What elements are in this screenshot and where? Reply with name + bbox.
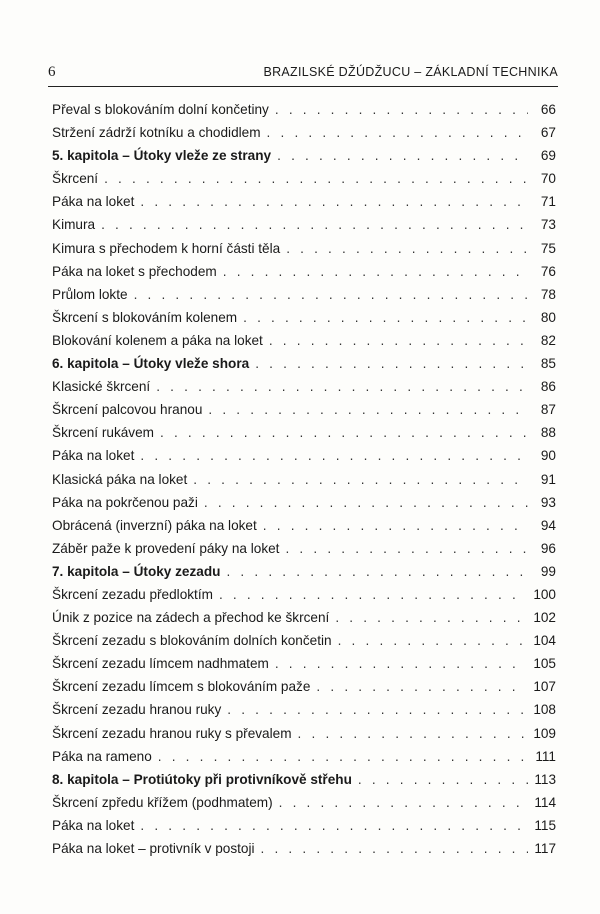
dot-leader <box>298 722 528 745</box>
toc-chapter-heading <box>52 144 556 167</box>
toc-entry-title: Škrcení palcovou hranou <box>52 402 203 418</box>
toc-entry <box>52 375 556 398</box>
dot-leader <box>279 791 528 814</box>
toc-entry-page: 111 <box>535 748 556 764</box>
toc-entry-title: Klasická páka na loket <box>52 471 188 487</box>
toc-entry-title: Klasické škrcení <box>52 379 151 395</box>
toc-entry-page: 73 <box>540 217 556 233</box>
toc-entry-title: Škrcení rukávem <box>52 425 154 441</box>
dot-leader <box>275 652 527 675</box>
toc-entry-title: Škrcení zezadu hranou ruky <box>52 702 222 718</box>
toc-entry-title: Převal s blokováním dolní končetiny <box>52 102 269 117</box>
toc-entry-title: Průlom lokte <box>52 286 128 302</box>
toc-entry <box>52 121 556 144</box>
toc-entry-title: Páka na rameno <box>52 748 152 764</box>
toc-entry <box>52 398 556 421</box>
dot-leader <box>156 375 528 398</box>
toc-entry-title: Páka na loket <box>52 448 135 464</box>
toc-entry-title: 8. kapitola – Protiútoky při protivníkově střehu <box>52 771 352 787</box>
toc-entry-page: 105 <box>533 656 556 672</box>
toc-entry <box>52 652 556 675</box>
toc-entry <box>52 306 556 329</box>
toc-entry-page: 86 <box>540 379 556 395</box>
toc-entry-title: Páka na loket <box>52 817 135 833</box>
toc-entry-page: 67 <box>540 125 556 141</box>
toc-chapter-heading <box>52 352 556 375</box>
toc-entry <box>52 213 556 236</box>
page-header <box>48 64 558 86</box>
header-rule <box>48 86 558 87</box>
toc-entry-title: Blokování kolenem a páka na loket <box>52 332 263 348</box>
toc-entry-page: 87 <box>540 402 556 418</box>
toc-entry-page: 69 <box>540 148 556 164</box>
toc-entry-title: Páka na pokrčenou paži <box>52 494 198 510</box>
toc-entry-title: Škrcení <box>52 171 99 187</box>
dot-leader <box>267 121 528 144</box>
toc-entry <box>52 237 556 260</box>
toc-entry-title: Záběr paže k provedení páky na loket <box>52 540 280 556</box>
toc-entry-title: Škrcení s blokováním kolenem <box>52 309 238 325</box>
toc-entry-page: 88 <box>540 425 556 441</box>
toc-entry-page: 66 <box>540 102 556 117</box>
toc-entry-page: 71 <box>540 194 556 210</box>
dot-leader <box>277 144 528 167</box>
toc-entry-page: 109 <box>533 725 556 741</box>
toc-entry <box>52 167 556 190</box>
toc-entry-page: 94 <box>540 517 556 533</box>
toc-entry <box>52 722 556 745</box>
dot-leader <box>160 421 528 444</box>
toc-entry <box>52 606 556 629</box>
toc-entry-page: 102 <box>533 610 556 626</box>
toc-entry-page: 99 <box>540 563 556 579</box>
dot-leader <box>140 444 528 467</box>
toc-entry-page: 85 <box>540 356 556 372</box>
toc-entry-title: Stržení zádrží kotníku a chodidlem <box>52 125 261 141</box>
dot-leader <box>335 606 527 629</box>
toc-entry <box>52 583 556 606</box>
toc-entry-title: Škrcení zezadu předloktím <box>52 586 213 602</box>
toc-entry-page: 113 <box>534 771 556 787</box>
toc-entry-title: Škrcení zezadu hranou ruky s převalem <box>52 725 292 741</box>
toc-entry <box>52 837 556 860</box>
toc-entry-title: Obrácená (inverzní) páka na loket <box>52 517 257 533</box>
toc-entry-title: Páka na loket – protivník v postoji <box>52 841 255 856</box>
toc-chapter-heading <box>52 768 556 791</box>
toc-entry-title: 6. kapitola – Útoky vleže shora <box>52 356 250 372</box>
dot-leader <box>208 398 528 421</box>
dot-leader <box>140 190 528 213</box>
dot-leader <box>269 329 528 352</box>
toc-entry-page: 114 <box>534 794 556 810</box>
dot-leader <box>158 745 528 768</box>
dot-leader <box>261 837 528 860</box>
dot-leader <box>255 352 528 375</box>
table-of-contents <box>52 98 556 860</box>
dot-leader <box>223 260 528 283</box>
toc-entry-title: Škrcení zezadu límcem nadhmatem <box>52 656 269 672</box>
toc-entry <box>52 745 556 768</box>
toc-entry-page: 93 <box>540 494 556 510</box>
toc-entry-page: 100 <box>533 586 556 602</box>
running-head: BRAZILSKÉ DŽÚDŽUCU – ZÁKLADNÍ TECHNIKA <box>263 65 558 79</box>
toc-entry <box>52 675 556 698</box>
toc-entry-page: 78 <box>540 286 556 302</box>
toc-entry-page: 117 <box>534 841 556 856</box>
toc-entry <box>52 190 556 213</box>
toc-entry <box>52 514 556 537</box>
toc-entry-page: 96 <box>540 540 556 556</box>
toc-entry-page: 90 <box>540 448 556 464</box>
dot-leader <box>104 167 528 190</box>
dot-leader <box>193 468 528 491</box>
toc-entry-title: Kimura s přechodem k horní části těla <box>52 240 281 256</box>
toc-entry <box>52 814 556 837</box>
toc-entry <box>52 629 556 652</box>
toc-entry <box>52 468 556 491</box>
dot-leader <box>134 283 528 306</box>
dot-leader <box>358 768 528 791</box>
toc-entry-page: 70 <box>540 171 556 187</box>
dot-leader <box>227 698 527 721</box>
toc-chapter-heading <box>52 560 556 583</box>
toc-entry-title: 5. kapitola – Útoky vleže ze strany <box>52 148 272 164</box>
toc-entry-title: Škrcení zezadu s blokováním dolních končetin <box>52 633 332 649</box>
toc-entry <box>52 329 556 352</box>
dot-leader <box>101 213 528 236</box>
toc-entry <box>52 537 556 560</box>
toc-entry-page: 75 <box>540 240 556 256</box>
toc-entry-page: 115 <box>534 817 556 833</box>
toc-entry-page: 91 <box>540 471 556 487</box>
dot-leader <box>204 491 528 514</box>
dot-leader <box>140 814 528 837</box>
toc-entry-title: Škrcení zezadu límcem s blokováním paže <box>52 679 311 695</box>
toc-entry-page: 76 <box>540 263 556 279</box>
dot-leader <box>226 560 528 583</box>
toc-entry <box>52 98 556 121</box>
toc-entry-title: Páka na loket <box>52 194 135 210</box>
toc-entry <box>52 260 556 283</box>
toc-entry-title: Kimura <box>52 217 96 233</box>
toc-entry <box>52 791 556 814</box>
page-number: 6 <box>48 64 56 80</box>
toc-entry <box>52 444 556 467</box>
toc-entry-page: 107 <box>533 679 556 695</box>
toc-entry-title: Páka na loket s přechodem <box>52 263 217 279</box>
dot-leader <box>275 98 528 121</box>
dot-leader <box>243 306 528 329</box>
dot-leader <box>286 237 528 260</box>
dot-leader <box>285 537 528 560</box>
toc-entry-page: 82 <box>540 332 556 348</box>
toc-entry-title: Únik z pozice na zádech a přechod ke škrcení <box>52 610 330 626</box>
toc-entry <box>52 283 556 306</box>
toc-entry-page: 104 <box>533 633 556 649</box>
toc-entry <box>52 698 556 721</box>
dot-leader <box>219 583 527 606</box>
toc-entry-title: Škrcení zpředu křížem (podhmatem) <box>52 794 273 810</box>
toc-entry-page: 108 <box>533 702 556 718</box>
toc-entry <box>52 491 556 514</box>
dot-leader <box>263 514 528 537</box>
dot-leader <box>338 629 528 652</box>
toc-entry-page: 80 <box>540 309 556 325</box>
toc-entry-title: 7. kapitola – Útoky zezadu <box>52 563 221 579</box>
toc-entry <box>52 421 556 444</box>
dot-leader <box>316 675 527 698</box>
